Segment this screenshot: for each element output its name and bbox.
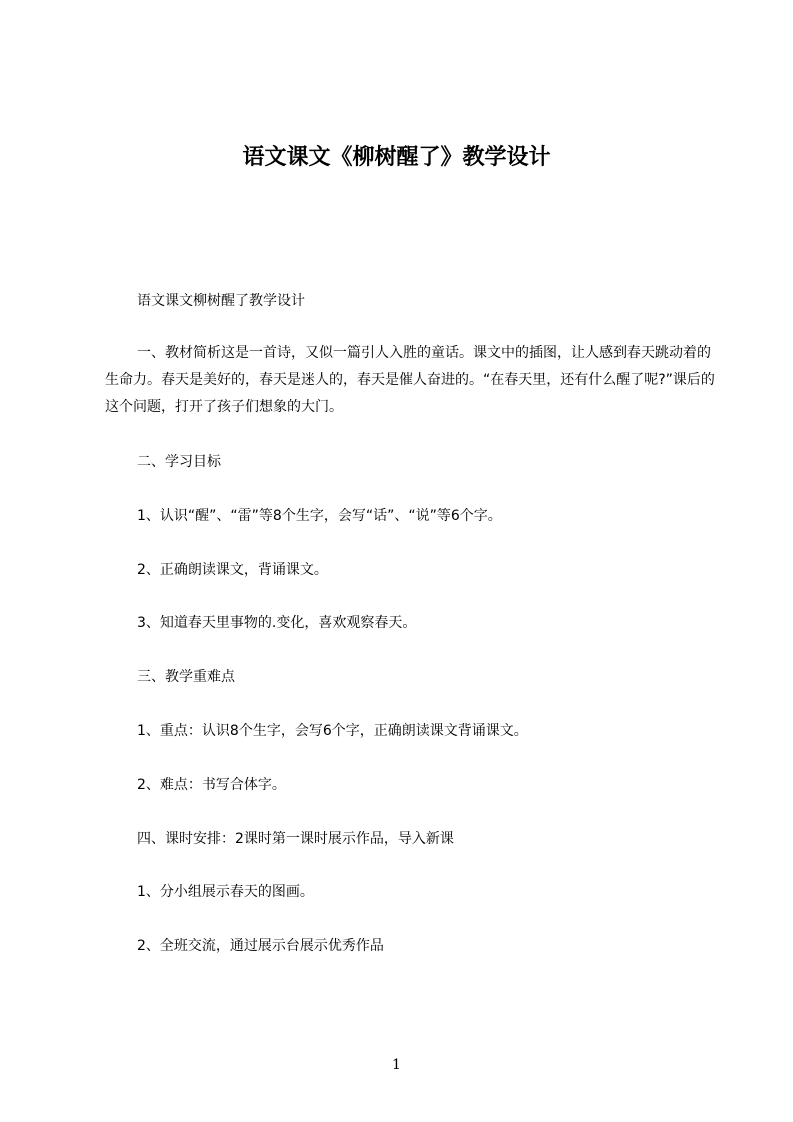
section-heading-goals: 二、学习目标 xyxy=(137,454,221,470)
page-number: 1 xyxy=(392,1057,401,1073)
step-item-1: 1、分小组展示春天的图画。 xyxy=(137,884,314,900)
section-heading-key-points: 三、教学重难点 xyxy=(137,669,235,685)
paragraph-intro: 一、教材简析这是一首诗，又似一篇引人入胜的童话。课文中的插图，让人感到春天跳动着的生命力。春天是美好的，春天是迷人的，春天是催人奋进的。“在春天里，还有什么醒了呢?”课后的这个问题，打开了孩子们想象的大门。 xyxy=(105,345,715,415)
key-point-item-1: 1、重点：认识8个生字，会写6个字，正确朗读课文背诵课文。 xyxy=(137,723,528,739)
section-heading-schedule: 四、课时安排：2课时第一课时展示作品，导入新课 xyxy=(137,831,454,847)
step-item-2: 2、全班交流，通过展示台展示优秀作品 xyxy=(137,938,384,954)
document-subtitle: 语文课文柳树醒了教学设计 xyxy=(137,293,305,309)
goal-item-3: 3、知道春天里事物的.变化，喜欢观察春天。 xyxy=(137,615,417,631)
key-point-item-2: 2、难点：书写合体字。 xyxy=(137,777,286,793)
goal-item-2: 2、正确朗读课文，背诵课文。 xyxy=(137,562,328,578)
goal-item-1: 1、认识“醒”、“雷”等8个生字，会写“话”、“说”等6个字。 xyxy=(137,508,502,524)
document-title: 语文课文《柳树醒了》教学设计 xyxy=(242,145,551,170)
